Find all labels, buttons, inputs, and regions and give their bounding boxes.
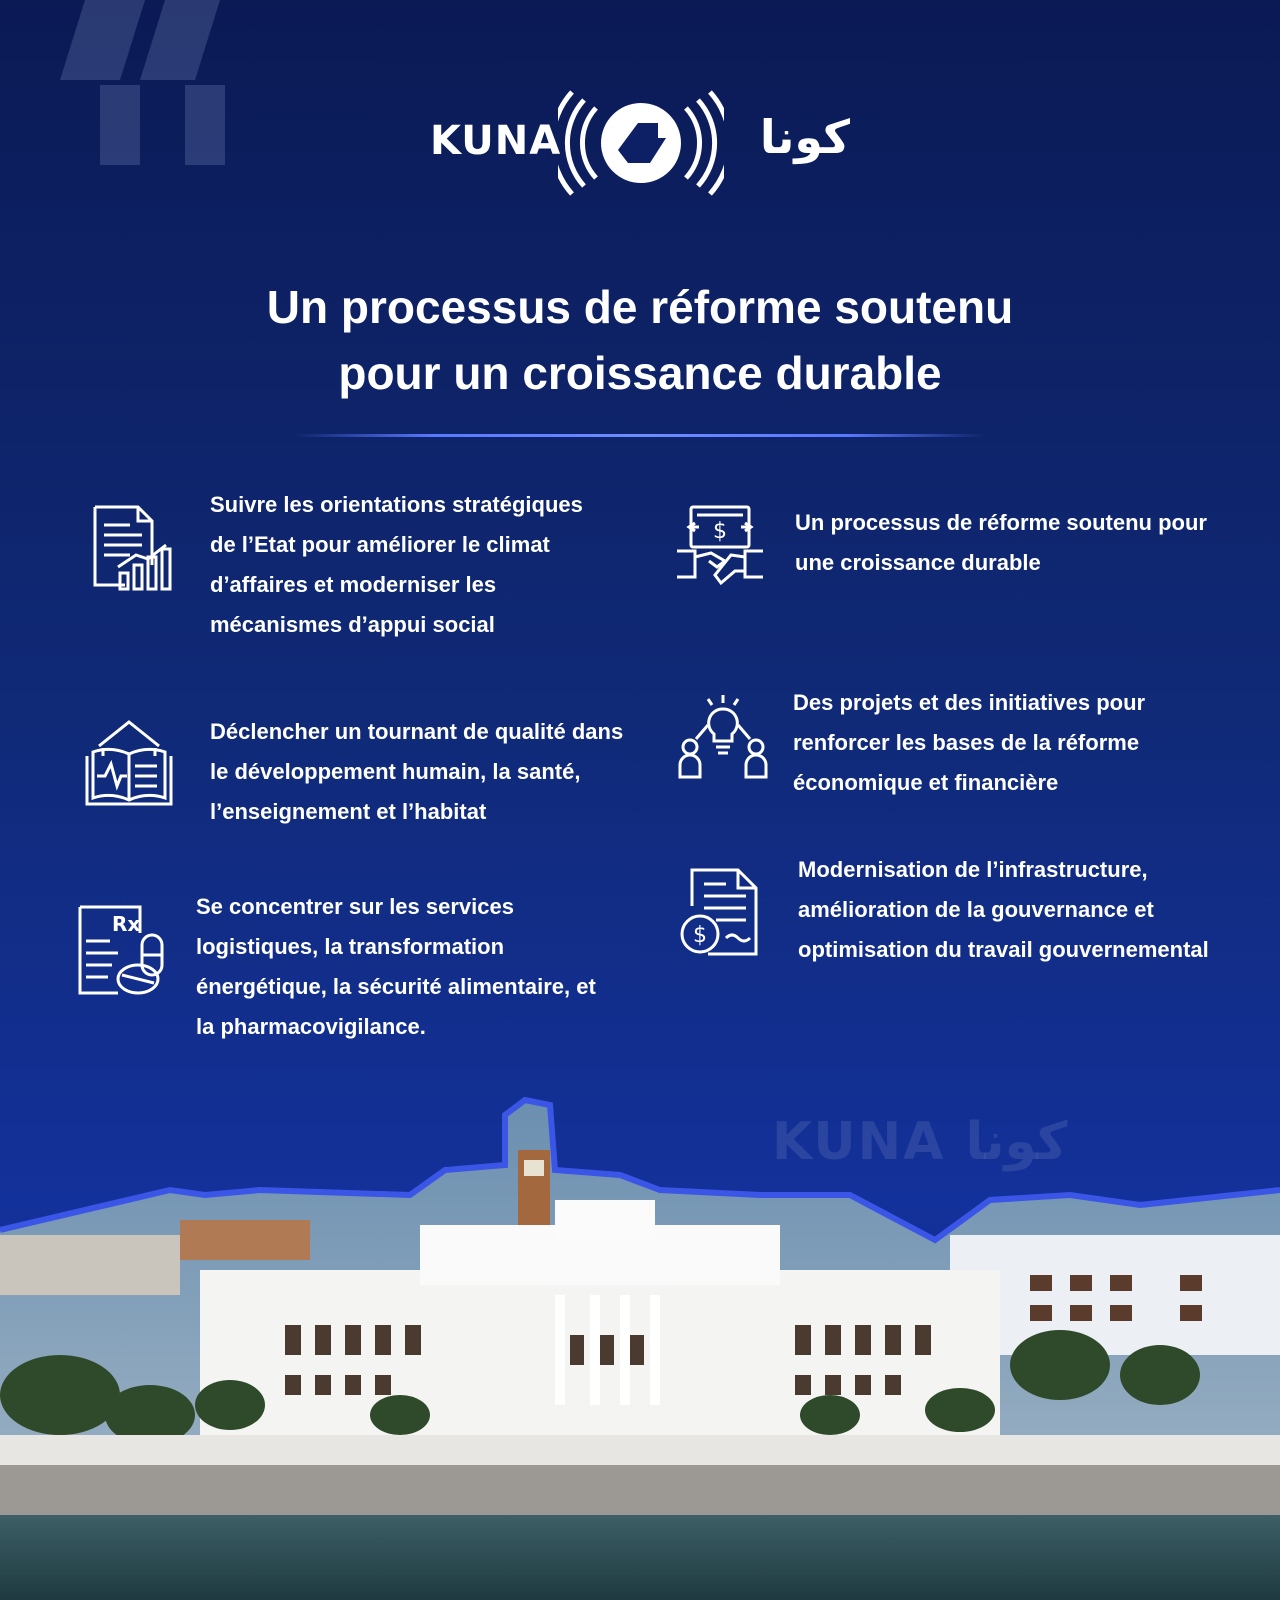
report-chart-icon	[90, 505, 180, 595]
kuna-logo	[430, 88, 850, 198]
government-building-photo	[0, 1095, 1280, 1600]
prescription-pill-icon	[78, 905, 168, 995]
item-text: Un processus de réforme soutenu pour une croissance durable	[795, 510, 1207, 575]
title-line-2: pour un croissance durable	[338, 347, 942, 399]
kuna-watermark: KUNA كونا	[772, 1112, 1068, 1172]
lightbulb-people-icon	[678, 695, 768, 785]
item-text: Suivre les orientations stratégiques de l’Etat pour améliorer le climat d’affaires et moderniser les mécanismes d’appui social	[210, 492, 583, 637]
book-house-icon	[85, 720, 175, 810]
logo-latin-text: KUNA	[430, 118, 562, 164]
page-title	[0, 274, 1280, 406]
quote-mark-decoration	[60, 0, 235, 170]
kuna-emblem-icon	[558, 88, 724, 198]
item-text: Des projets et des initiatives pour renforcer les bases de la réforme économique et financière	[793, 690, 1146, 795]
svg-text:Rx: Rx	[112, 912, 141, 936]
item-text: Se concentrer sur les services logistiques, la transformation énergétique, la sécurité alimentaire, et la pharmacovigilance.	[196, 894, 596, 1039]
logo-arabic-text: كونا	[759, 110, 850, 164]
handshake-dollar-icon	[675, 505, 765, 595]
svg-text:$: $	[713, 519, 727, 544]
title-line-1: Un processus de réforme soutenu	[266, 281, 1014, 333]
item-text: Déclencher un tournant de qualité dans le développement humain, la santé, l’enseignement et l’habitat	[210, 719, 624, 824]
title-divider	[295, 434, 985, 437]
item-text: Modernisation de l’infrastructure, amélioration de la gouvernance et optimisation du travail gouvernemental	[798, 857, 1209, 962]
invoice-dollar-icon	[680, 868, 770, 958]
svg-text:$: $	[693, 923, 707, 948]
